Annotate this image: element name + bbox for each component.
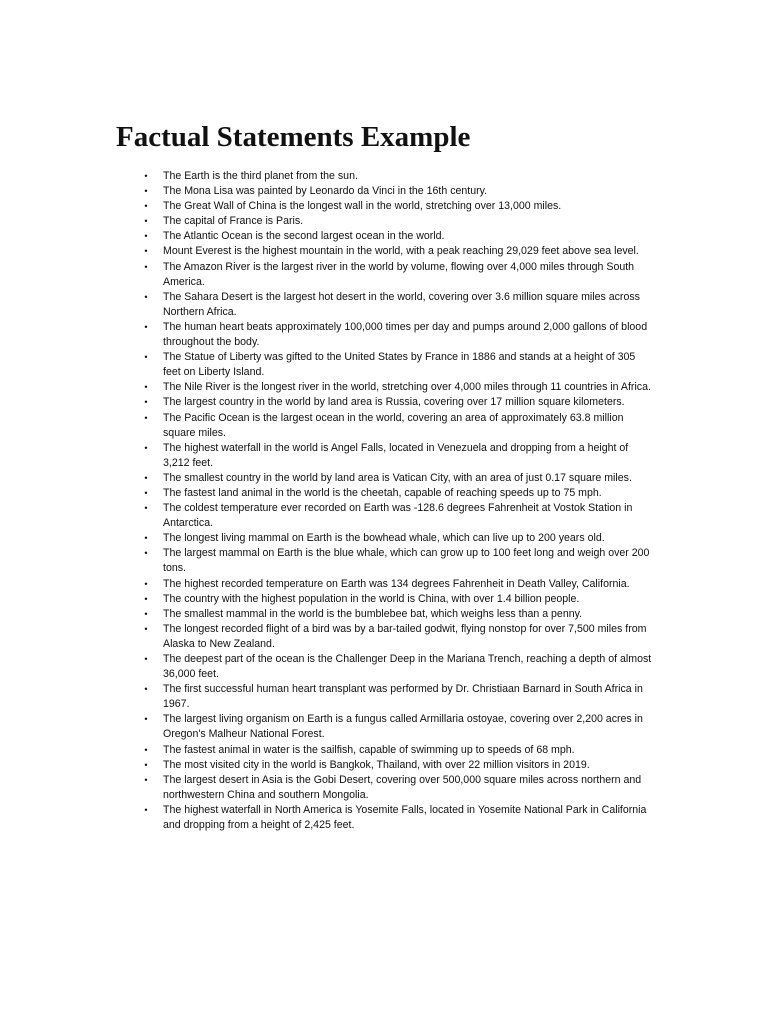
bullet-icon: •	[144, 291, 148, 302]
bullet-icon: •	[144, 744, 148, 755]
list-item	[144, 546, 655, 576]
list-item-text: The deepest part of the ocean is the Challenger Deep in the Mariana Trench, reaching a depth of almost 36,000 feet.	[163, 653, 652, 681]
list-item-text: The Pacific Ocean is the largest ocean in the world, covering an area of approximately 63.8 million square miles.	[163, 411, 624, 439]
bullet-icon: •	[144, 216, 148, 227]
bullet-icon: •	[144, 487, 148, 498]
list-item	[144, 471, 655, 486]
list-item	[144, 380, 655, 395]
list-item	[144, 712, 655, 742]
list-item	[144, 184, 655, 199]
list-item-text: The Mona Lisa was painted by Leonardo da Vinci in the 16th century.	[163, 185, 488, 198]
list-item-text: Mount Everest is the highest mountain in the world, with a peak reaching 29,029 feet above sea level.	[163, 245, 639, 258]
document-title: Factual Statements Example	[116, 121, 471, 153]
list-item	[144, 395, 655, 410]
bullet-icon: •	[144, 654, 148, 664]
list-item-text: The highest waterfall in the world is Angel Falls, located in Venezuela and dropping from a height of 3,212 feet.	[163, 441, 629, 469]
list-item-text: The first successful human heart transplant was performed by Dr. Christiaan Barnard in South Africa in 1967.	[163, 683, 643, 711]
bullet-icon: •	[144, 261, 148, 272]
list-item-text: The most visited city in the world is Bangkok, Thailand, with over 22 million visitors in 2019.	[163, 758, 590, 771]
list-item	[144, 743, 655, 758]
list-item	[144, 622, 655, 652]
bullet-icon: •	[144, 171, 148, 181]
list-item-text: The Atlantic Ocean is the second largest ocean in the world.	[163, 230, 445, 243]
list-item-text: The fastest land animal in the world is the cheetah, capable of reaching speeds up to 75 mph.	[163, 486, 602, 499]
list-item	[144, 607, 655, 622]
list-item	[144, 773, 655, 803]
list-item-text: The largest desert in Asia is the Gobi Desert, covering over 500,000 square miles across northern and northwestern China and southern Mongolia.	[163, 773, 642, 801]
bullet-icon: •	[144, 246, 148, 257]
bullet-icon: •	[144, 533, 148, 544]
list-item	[144, 169, 655, 184]
bullet-icon: •	[144, 804, 148, 815]
bullet-icon: •	[144, 412, 148, 423]
bullet-icon: •	[144, 503, 148, 514]
list-item	[144, 214, 655, 229]
list-item	[144, 350, 655, 380]
bullet-icon: •	[144, 352, 148, 363]
bullet-icon: •	[144, 714, 148, 725]
bullet-icon: •	[144, 623, 148, 634]
list-item-text: The fastest animal in water is the sailfish, capable of swimming up to speeds of 68 mph.	[163, 743, 575, 756]
bullet-icon: •	[144, 608, 148, 619]
list-item	[144, 577, 655, 592]
bullet-icon: •	[144, 321, 148, 332]
list-item	[144, 592, 655, 607]
list-item	[144, 260, 655, 290]
list-item	[144, 244, 655, 259]
list-item	[144, 199, 655, 214]
bullet-icon: •	[144, 548, 148, 559]
list-item	[144, 290, 655, 320]
list-item-text: The country with the highest population in the world is China, with over 1.4 billion people.	[163, 592, 580, 605]
list-item-text: The human heart beats approximately 100,000 times per day and pumps around 2,000 gallons of blood throughout the body.	[163, 320, 648, 349]
list-item	[144, 441, 655, 471]
list-item-text: The smallest country in the world by land area is Vatican City, with an area of just 0.17 square miles.	[163, 471, 632, 484]
bullet-icon: •	[144, 759, 148, 770]
list-item-text: The highest waterfall in North America is Yosemite Falls, located in Yosemite National Park in California and dropping from a height of 2,425 feet.	[163, 803, 647, 832]
bullet-icon: •	[144, 774, 148, 785]
list-item	[144, 682, 655, 712]
list-item	[144, 652, 655, 682]
list-item-text: The Amazon River is the largest river in the world by volume, flowing over 4,000 miles through South America.	[163, 260, 635, 288]
list-item	[144, 320, 655, 350]
list-item	[144, 501, 655, 531]
list-item	[144, 758, 655, 773]
list-item-text: The Great Wall of China is the longest wall in the world, stretching over 13,000 miles.	[163, 200, 562, 213]
bullet-icon: •	[144, 472, 148, 483]
list-item-text: The Sahara Desert is the largest hot desert in the world, covering over 3.6 million square miles across Northern Africa.	[163, 290, 640, 318]
bullet-icon: •	[144, 684, 148, 695]
list-item-text: The largest mammal on Earth is the blue whale, which can grow up to 100 feet long and weigh over 200 tons.	[163, 547, 650, 575]
list-item-text: The Nile River is the longest river in the world, stretching over 4,000 miles through 11 countries in Africa.	[163, 381, 651, 394]
bullet-icon: •	[144, 186, 148, 197]
list-item	[144, 486, 655, 501]
list-item	[144, 411, 655, 441]
bullet-icon: •	[144, 442, 148, 453]
list-item-text: The coldest temperature ever recorded on Earth was -128.6 degrees Fahrenheit at Vostok Station in Antarctica.	[163, 502, 633, 530]
list-item-text: The Earth is the third planet from the sun.	[163, 170, 358, 182]
list-item-text: The largest country in the world by land area is Russia, covering over 17 million square kilometers.	[163, 396, 625, 409]
list-item	[144, 229, 655, 244]
bullet-icon: •	[144, 201, 148, 212]
bullet-icon: •	[144, 397, 148, 408]
list-item	[144, 531, 655, 546]
list-item-text: The largest living organism on Earth is a fungus called Armillaria ostoyae, covering over 2,200 acres in Oregon's Malheur National Forest.	[163, 713, 643, 741]
list-item	[144, 803, 655, 833]
list-item-text: The smallest mammal in the world is the bumblebee bat, which weighs less than a penny.	[163, 607, 583, 620]
list-item-text: The capital of France is Paris.	[163, 215, 304, 228]
bullet-icon: •	[144, 593, 148, 604]
list-item-text: The longest living mammal on Earth is the bowhead whale, which can live up to 200 years old.	[163, 532, 605, 545]
list-item-text: The highest recorded temperature on Earth was 134 degrees Fahrenheit in Death Valley, California.	[163, 577, 630, 590]
list-item-text: The Statue of Liberty was gifted to the United States by France in 1886 and stands at a height of 305 feet on Liberty Island.	[163, 351, 636, 379]
bullet-icon: •	[144, 231, 148, 242]
fact-list	[144, 169, 655, 833]
list-item-text: The longest recorded flight of a bird was by a bar-tailed godwit, flying nonstop for over 7,500 miles from Alaska to New Zealand.	[163, 622, 647, 650]
bullet-icon: •	[144, 382, 148, 393]
bullet-icon: •	[144, 578, 148, 589]
